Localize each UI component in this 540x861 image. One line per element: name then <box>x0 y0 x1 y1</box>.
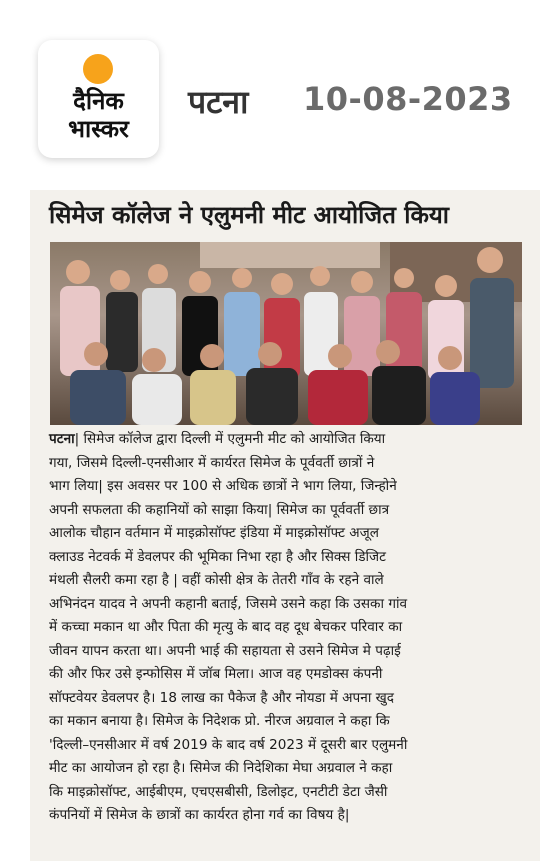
newspaper-logo[interactable] <box>38 40 159 158</box>
article-headline: सिमेज कॉलेज ने एलुमनी मीट आयोजित किया <box>49 200 450 229</box>
article-line: क्लाउड नेटवर्क में डेवलपर की भूमिका निभा रहा है और सिक्स डिजिट <box>49 548 386 565</box>
article-line: अपनी सफलता की कहानियों को साझा किया| सिमेज का पूर्ववर्ती छात्र <box>49 501 390 518</box>
article-line: कंपनियों में सिमेज के छात्रों का कार्यरत होना गर्व का विषय है| <box>49 807 350 823</box>
article-line: मंथली सैलरी कमा रहा है | वहीं कोसी क्षेत्र के तेतरी गाँव के रहने वाले <box>49 572 384 588</box>
article-line: गया, जिसमे दिल्ली-एनसीआर में कार्यरत सिमेज के पूर्ववर्ती छात्रों ने <box>49 454 375 471</box>
logo-line-2: भास्कर <box>68 115 129 143</box>
edition-date: 10-08-2023 <box>303 80 513 118</box>
article-line: में कच्चा मकान था और पिता की मृत्यु के बाद वह दूध बेचकर परिवार का <box>49 619 403 635</box>
article-line: सॉफ्टवेयर डेवलपर है। 18 लाख का पैकेज है और नोयडा में अपना खुद <box>49 689 394 706</box>
group-photo-icon <box>50 242 522 425</box>
article-line: जीवन यापन करता था। अपनी भाई की सहायता से उसने सिमेज मे पढ़ाई <box>49 642 401 659</box>
sun-icon <box>83 54 113 84</box>
article-line: की और फिर उसे इन्फोसिस में जॉब मिला। आज वह एमडोक्स कंपनी <box>49 666 383 682</box>
edition-city: पटना <box>188 83 249 121</box>
article-body <box>49 428 525 828</box>
article-line: 'दिल्ली–एनसीआर में वर्ष 2019 के बाद वर्ष 2023 में दूसरी बार एलुमनी <box>49 736 408 753</box>
article-line: आलोक चौहान वर्तमान में माइक्रोसॉफ्ट इंडिया में माइक्रोसॉफ्ट अजूल <box>49 525 379 541</box>
dateline: पटना <box>49 431 75 447</box>
article-line: अभिनंदन यादव ने अपनी कहानी बताई, जिसमे उसने कहा कि उसका गांव <box>49 595 408 612</box>
page-header <box>0 0 540 180</box>
article-line-1: पटना| सिमेज कॉलेज द्वारा दिल्ली में एलुमनी मीट को आयोजित किया <box>49 431 386 447</box>
article-line: भाग लिया| इस अवसर पर 100 से अधिक छात्रों ने भाग लिया, जिन्होने <box>49 478 397 494</box>
logo-line-1: दैनिक <box>73 87 124 115</box>
article-line: कि माइक्रोसॉफ्ट, आईबीएम, एचएसबीसी, डिलोइट, एनटीटी डेटा जैसी <box>49 783 388 800</box>
article-line: मीट का आयोजन हो रहा है। सिमेज की निदेशिका मेघा अग्रवाल ने कहा <box>49 760 393 776</box>
article-line: का मकान बनाया है। सिमेज के निदेशक प्रो. नीरज अग्रवाल ने कहा कि <box>49 713 390 729</box>
